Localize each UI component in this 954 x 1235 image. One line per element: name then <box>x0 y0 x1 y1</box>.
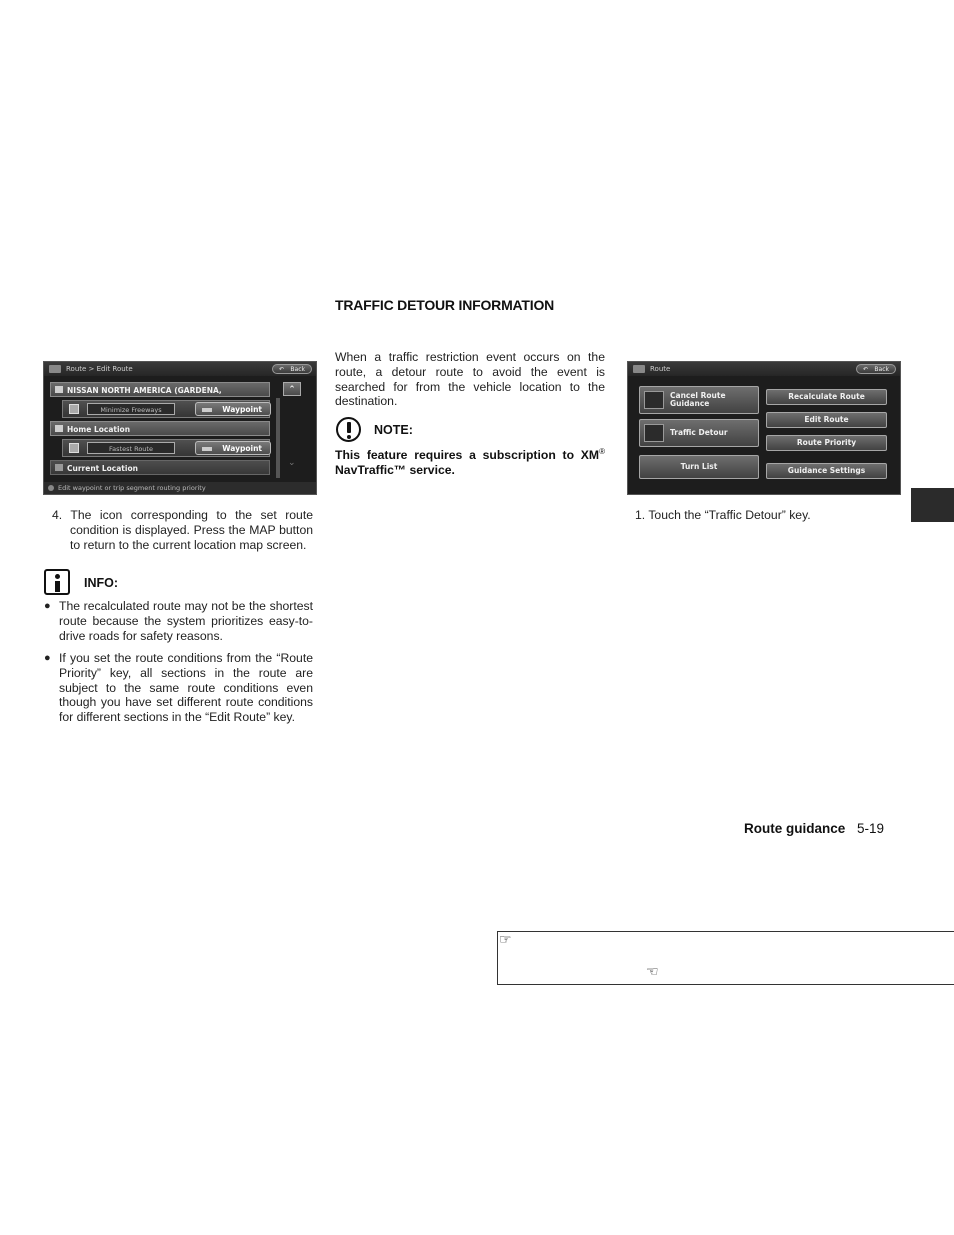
registered-mark: ® <box>599 447 605 456</box>
page-number: 5-19 <box>857 821 885 836</box>
bullet-1-text: The recalculated route may not be the shortest route because the system prioritizes easy-to-drive roads for safety reasons. <box>59 599 313 643</box>
route-priority-label: Route Priority <box>796 438 857 447</box>
cancel-route-icon <box>644 391 664 409</box>
note-text <box>335 445 605 478</box>
edit-route-label: Edit Route <box>804 415 849 424</box>
pointing-hand-icon: ☜ <box>646 963 659 979</box>
scroll-down-icon[interactable]: ⌄ <box>288 458 296 468</box>
page-footer <box>744 821 884 836</box>
waypoint-label-1: Waypoint <box>222 405 262 414</box>
guidance-settings-label: Guidance Settings <box>787 466 866 475</box>
waypoint-tag-icon <box>202 408 212 412</box>
home-location-label: Home Location <box>67 425 131 434</box>
info-icon <box>44 569 70 595</box>
back-arrow-icon: ↶ <box>279 366 285 373</box>
current-location-icon <box>55 464 63 471</box>
screen-title-bar <box>44 362 316 376</box>
guidance-settings-button[interactable] <box>766 463 887 479</box>
home-location-row[interactable] <box>50 421 270 436</box>
bullet-icon: ● <box>44 600 51 612</box>
note-text-part-2: NavTraffic™ service. <box>335 462 455 477</box>
info-bullet-2 <box>44 651 313 725</box>
edit-route-button[interactable] <box>766 412 887 428</box>
screen-title: Route > Edit Route <box>66 365 133 373</box>
route-icon <box>633 365 645 373</box>
screen-title-bar <box>628 362 900 376</box>
flag-icon <box>55 386 63 393</box>
info-bullet-1 <box>44 599 313 643</box>
cancel-route-label: Cancel Route Guidance <box>670 391 726 409</box>
back-label: Back <box>290 366 305 373</box>
freeway-icon <box>69 404 79 414</box>
status-text: Edit waypoint or trip segment routing priority <box>58 484 206 492</box>
pointing-hand-icon: ☞ <box>499 931 512 947</box>
destination-label: NISSAN NORTH AMERICA (GARDENA, <box>67 386 222 395</box>
chapter-tab <box>911 488 954 522</box>
bullet-2-text: If you set the route conditions from the “Route Priority” key, all sections in the route are subject to the same route conditions even though you have set different route conditions for different sections in the “Edit Route” key. <box>59 651 313 725</box>
condition-bar-1 <box>62 400 270 418</box>
step-1-text: 1. Touch the “Traffic Detour” key. <box>635 508 811 522</box>
traffic-detour-button[interactable] <box>639 419 759 447</box>
condition-field-2[interactable]: Fastest Route <box>87 442 175 454</box>
traffic-detour-paragraph: When a traffic restriction event occurs on the route, a detour route to avoid the event is searched for from the vehicle location to the destination. <box>335 350 605 409</box>
route-menu-screen <box>627 361 901 495</box>
recalculate-route-label: Recalculate Route <box>788 392 865 401</box>
cancel-route-guidance-button[interactable] <box>639 386 759 414</box>
turn-list-label: Turn List <box>680 462 718 471</box>
note-text-part-1: This feature requires a subscription to XM <box>335 448 600 463</box>
current-location-label: Current Location <box>67 464 138 473</box>
waypoint-tag-icon <box>202 447 212 451</box>
condition-field-1[interactable]: Minimize Freeways <box>87 403 175 415</box>
current-location-row[interactable] <box>50 460 270 475</box>
back-arrow-icon: ↶ <box>863 366 869 373</box>
step-4-text: 4. The icon corresponding to the set route condition is displayed. Press the MAP button to return to the current location map screen. <box>52 508 313 552</box>
edit-route-screen <box>43 361 317 495</box>
home-icon <box>55 425 63 432</box>
footer-section-title: Route guidance <box>744 821 846 836</box>
waypoint-button-2[interactable] <box>195 441 271 455</box>
exclamation-icon <box>336 417 361 442</box>
screen-title: Route <box>650 365 671 373</box>
info-dot-icon <box>48 485 54 491</box>
route-priority-button[interactable] <box>766 435 887 451</box>
section-title: TRAFFIC DETOUR INFORMATION <box>335 297 555 313</box>
traffic-detour-label: Traffic Detour <box>670 428 728 437</box>
waypoint-button-1[interactable] <box>195 402 271 416</box>
reference-box <box>497 931 954 985</box>
destination-row[interactable] <box>50 382 270 397</box>
back-button[interactable] <box>272 364 312 374</box>
scroll-up-button[interactable]: ⌃ <box>283 382 301 396</box>
traffic-detour-icon <box>644 424 664 442</box>
status-bar <box>44 482 316 494</box>
waypoint-label-2: Waypoint <box>222 444 262 453</box>
fastest-route-icon <box>69 443 79 453</box>
bullet-icon: ● <box>44 652 51 664</box>
back-label: Back <box>874 366 889 373</box>
info-heading: INFO: <box>84 576 119 590</box>
turn-list-button[interactable] <box>639 455 759 479</box>
condition-bar-2 <box>62 439 270 457</box>
back-button[interactable] <box>856 364 896 374</box>
scrollbar[interactable] <box>276 398 280 478</box>
recalculate-route-button[interactable] <box>766 389 887 405</box>
route-icon <box>49 365 61 373</box>
note-heading: NOTE: <box>374 423 413 437</box>
